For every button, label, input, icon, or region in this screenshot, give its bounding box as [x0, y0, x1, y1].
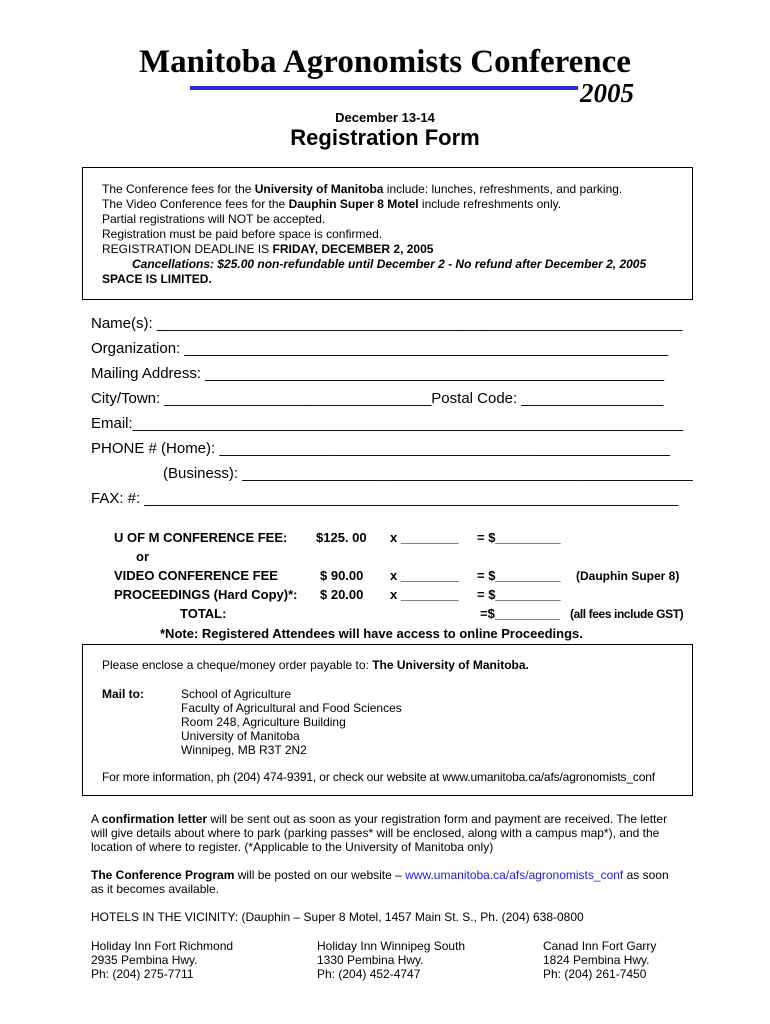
video-fee-note: (Dauphin Super 8)	[576, 569, 680, 583]
address-line: Faculty of Agricultural and Food Sciences	[181, 701, 402, 715]
conference-title: Manitoba Agronomists Conference	[139, 44, 631, 80]
total-label: TOTAL:	[180, 606, 227, 621]
video-fee-label: VIDEO CONFERENCE FEE	[114, 568, 278, 583]
notice-line-2: The Video Conference fees for the Dauphin Super 8 Motel include refreshments only.	[102, 197, 562, 211]
fee-or: or	[136, 549, 149, 564]
proceedings-note: *Note: Registered Attendees will have access to online Proceedings.	[160, 626, 583, 641]
form-title: Registration Form	[290, 125, 480, 150]
address-line: Room 248, Agriculture Building	[181, 715, 346, 729]
proceedings-label: PROCEEDINGS (Hard Copy)*:	[114, 587, 298, 602]
address-line: University of Manitoba	[181, 729, 300, 743]
video-fee-total[interactable]: = $_________	[477, 568, 561, 583]
program-line-2: as it becomes available.	[91, 882, 220, 896]
confirmation-line-1: A confirmation letter will be sent out as soon as your registration form and payment are received. The letter	[91, 812, 668, 826]
program-line-1: The Conference Program will be posted on our website – www.umanitoba.ca/afs/agronomists_conf as soon	[91, 868, 669, 882]
uofm-fee-total[interactable]: = $_________	[477, 530, 561, 545]
space-limited: SPACE IS LIMITED.	[102, 272, 212, 286]
hotel-phone: Ph: (204) 452-4747	[317, 967, 421, 981]
address-line: Winnipeg, MB R3T 2N2	[181, 743, 307, 757]
program-link[interactable]: www.umanitoba.ca/afs/agronomists_conf	[405, 868, 624, 882]
title-underline	[190, 86, 578, 90]
hotel-name: Holiday Inn Winnipeg South	[317, 939, 466, 953]
phone-home-field[interactable]: PHONE # (Home): ______________________________________________________	[91, 440, 670, 457]
mail-to-label: Mail to:	[102, 687, 144, 701]
notice-line-1: The Conference fees for the University of Manitoba include: lunches, refreshments, and parking.	[102, 182, 623, 196]
proceedings-qty[interactable]: x ________	[390, 587, 459, 602]
uofm-fee-qty[interactable]: x ________	[390, 530, 459, 545]
conference-year: 2005	[580, 78, 634, 108]
mailing-address	[181, 687, 402, 757]
hotel-name: Canad Inn Fort Garry	[543, 939, 657, 953]
hotel-entry	[91, 939, 233, 981]
hotel-phone: Ph: (204) 275-7711	[91, 967, 194, 981]
email-field[interactable]: Email:__________________________________________________________________	[91, 415, 684, 432]
notice-line-3: Partial registrations will NOT be accepted.	[102, 212, 326, 226]
confirmation-line-2: will give details about where to park (parking passes* will be enclosed, along with a campus map*), and the	[91, 826, 660, 840]
payable-to: Please enclose a cheque/money order payable to: The University of Manitoba.	[102, 658, 529, 672]
address-line: School of Agriculture	[181, 687, 292, 701]
total-value[interactable]: =$_________	[480, 606, 560, 621]
hotels-heading: HOTELS IN THE VICINITY: (Dauphin – Super 8 Motel, 1457 Main St. S., Ph. (204) 638-0800	[91, 910, 584, 924]
fax-field[interactable]: FAX: #: ________________________________________________________________	[91, 490, 679, 507]
hotel-address: 1824 Pembina Hwy.	[543, 953, 650, 967]
proceedings-price: $ 20.00	[320, 587, 364, 602]
notice-line-4: Registration must be paid before space is confirmed.	[102, 227, 383, 241]
hotel-entry	[543, 939, 656, 981]
hotel-address: 2935 Pembina Hwy.	[91, 953, 198, 967]
video-fee-price: $ 90.00	[320, 568, 364, 583]
video-fee-qty[interactable]: x ________	[390, 568, 459, 583]
phone-business-field[interactable]: (Business): ______________________________________________________	[163, 465, 693, 482]
city-postal-field[interactable]: City/Town: ________________________________Postal Code: _________________	[91, 390, 664, 407]
proceedings-total[interactable]: = $_________	[477, 587, 561, 602]
hotel-phone: Ph: (204) 261-7450	[543, 967, 647, 981]
conference-dates: December 13-14	[335, 110, 435, 125]
hotel-entry	[317, 939, 465, 981]
more-info: For more information, ph (204) 474-9391, or check our website at www.umanitoba.ca/afs/agronomists_conf	[102, 770, 655, 784]
notice-line-5: REGISTRATION DEADLINE IS FRIDAY, DECEMBER 2, 2005	[102, 242, 434, 256]
confirmation-line-3: location of where to register. (*Applicable to the University of Manitoba only)	[91, 840, 494, 854]
cancellation-policy: Cancellations: $25.00 non-refundable until December 2 - No refund after December 2, 2005	[132, 257, 647, 271]
total-note: (all fees include GST)	[570, 607, 684, 621]
hotel-name: Holiday Inn Fort Richmond	[91, 939, 234, 953]
uofm-fee-label: U OF M CONFERENCE FEE:	[114, 530, 288, 545]
names-field[interactable]: Name(s): _______________________________________________________________	[91, 315, 683, 332]
hotel-address: 1330 Pembina Hwy.	[317, 953, 424, 967]
uofm-fee-price: $125. 00	[316, 530, 367, 545]
mailing-address-field[interactable]: Mailing Address: _______________________________________________________	[91, 365, 665, 382]
organization-field[interactable]: Organization: __________________________________________________________	[91, 340, 669, 357]
